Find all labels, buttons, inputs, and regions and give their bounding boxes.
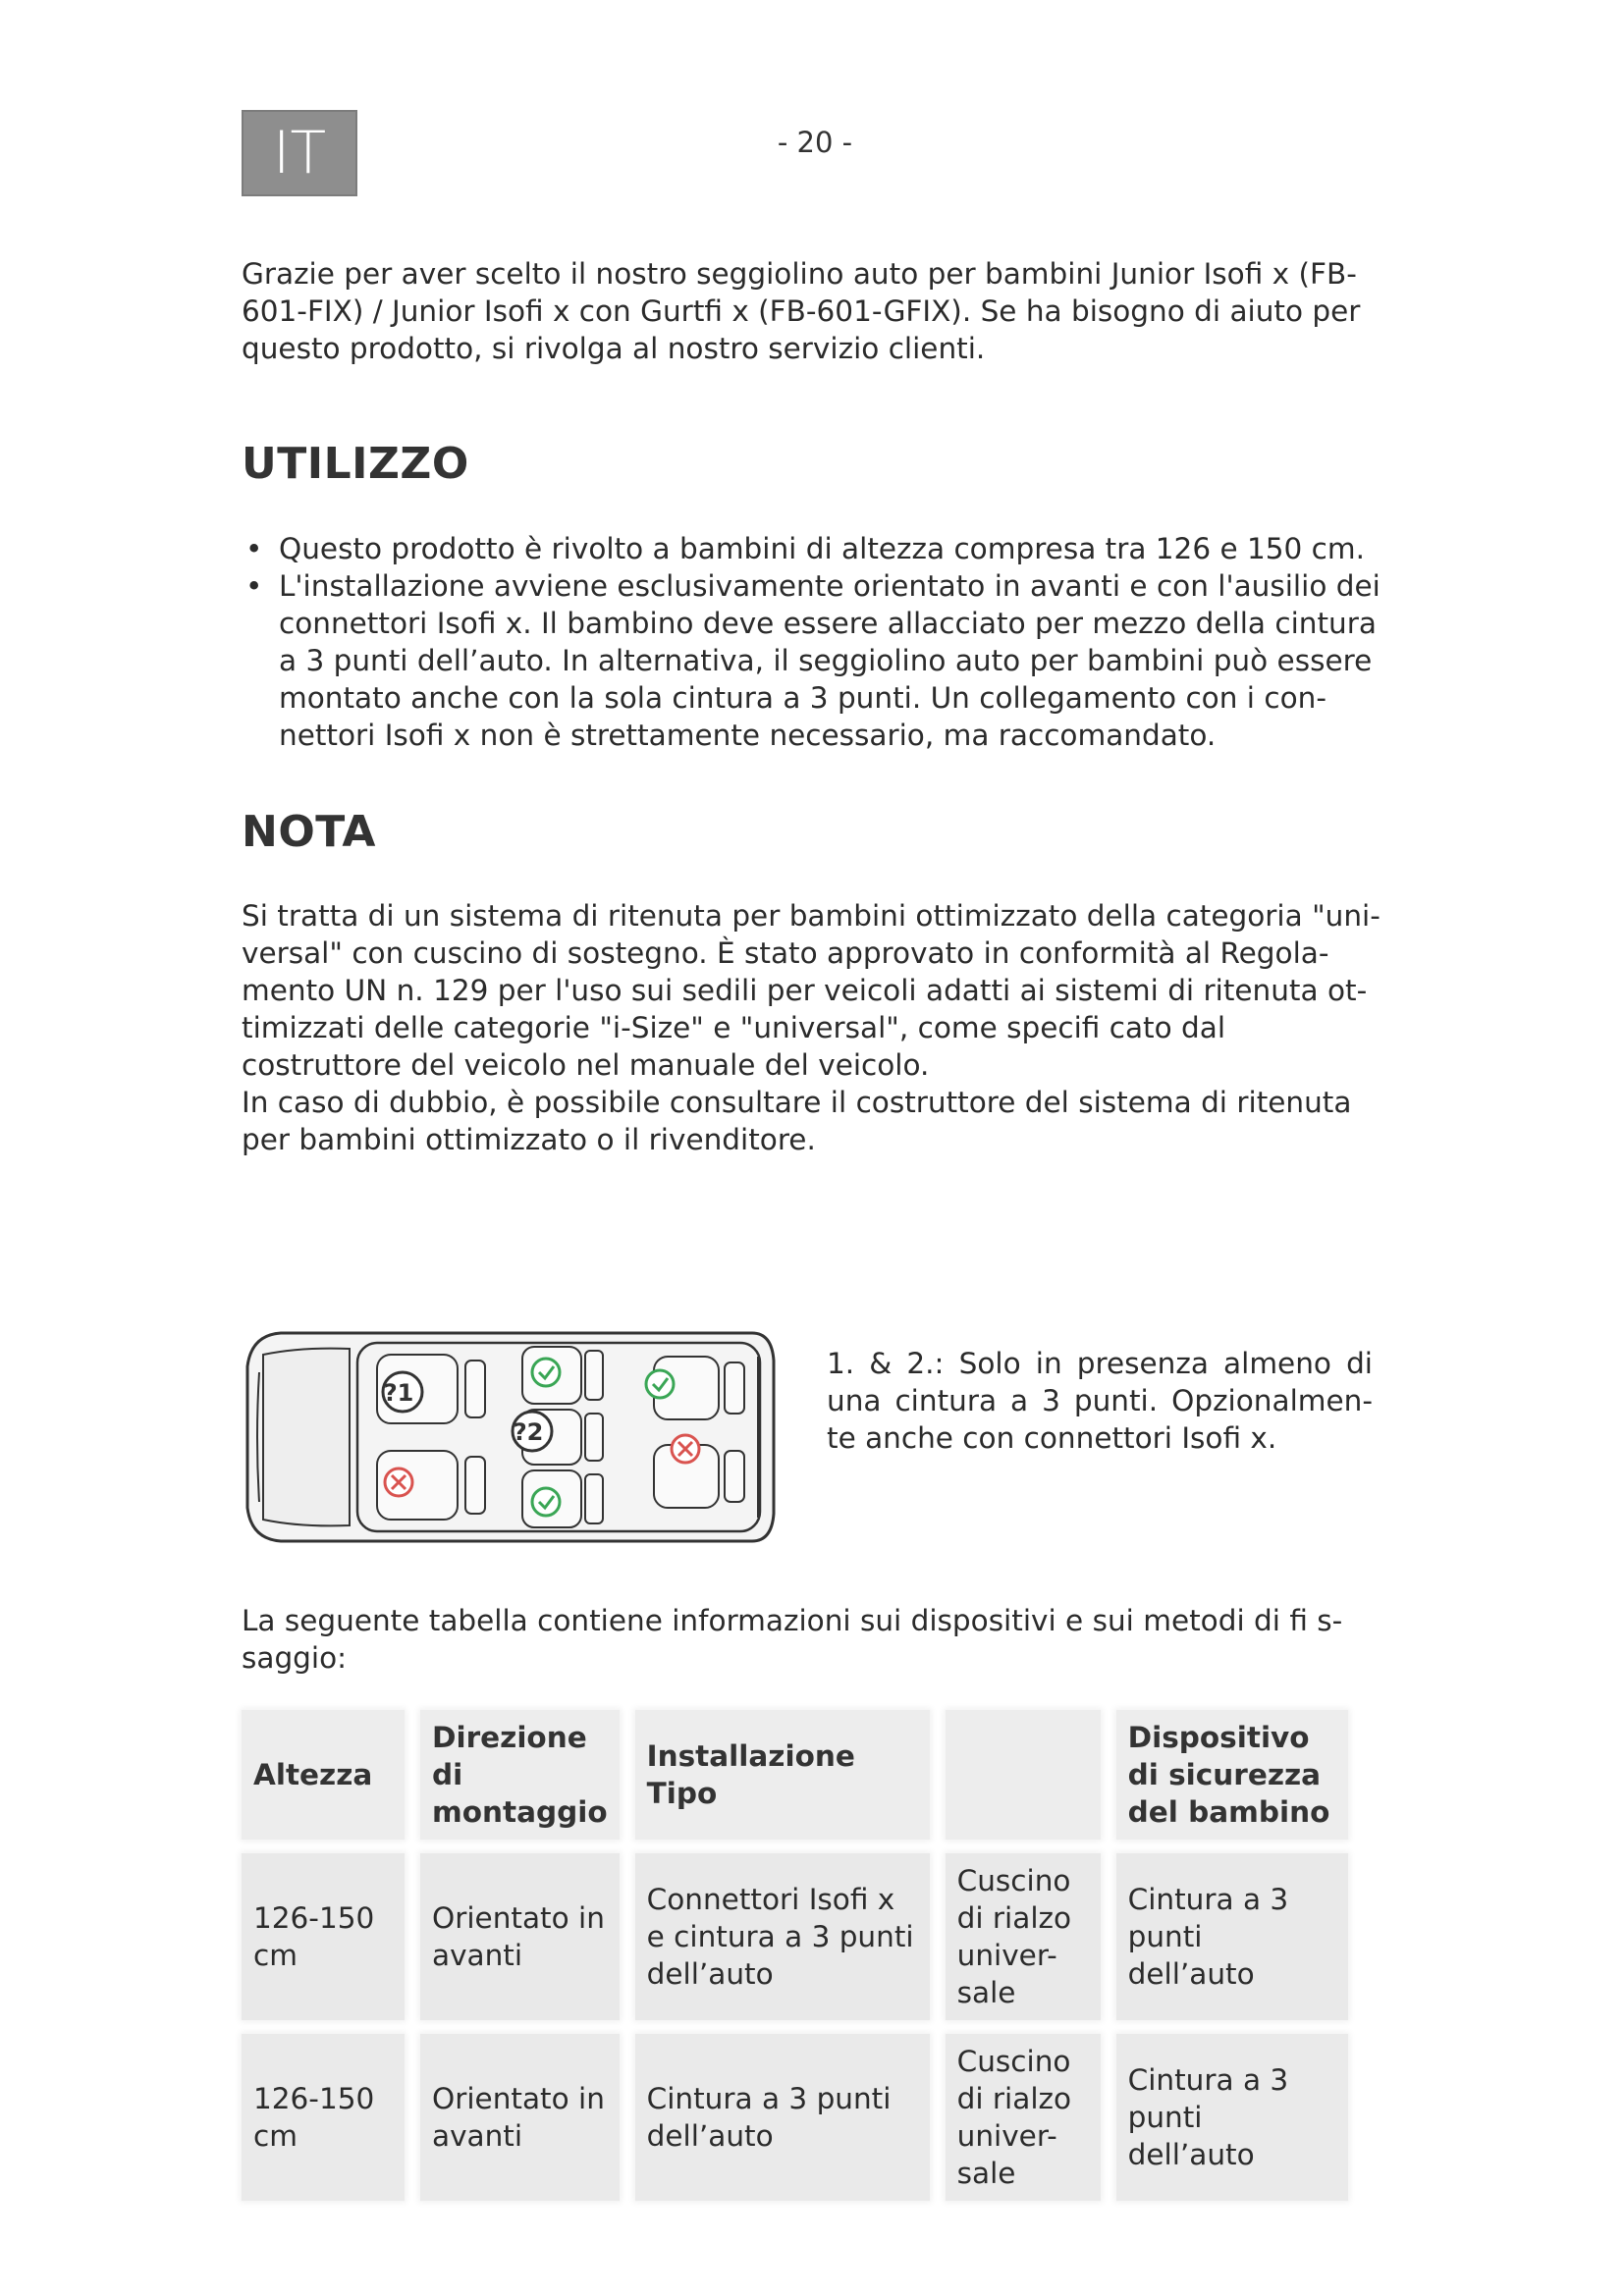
car-seating-diagram: [242, 1321, 782, 1553]
header-child-safety-device: Dispositivo di sicurezza del bambino: [1116, 1710, 1348, 1840]
header-direction: Direzione di montaggio: [420, 1710, 620, 1840]
header-empty: [946, 1710, 1101, 1840]
cell-height: 126-150 cm: [242, 2034, 405, 2201]
question-mark-2: ?2: [513, 1418, 544, 1446]
table-row: [242, 1853, 1348, 2020]
cell-direction: Orientato in avanti: [420, 1853, 620, 2020]
cell-direction: Orientato in avanti: [420, 2034, 620, 2201]
note-paragraph-1: Si tratta di un sistema di ritenuta per bambini ottimizzato della categoria "uni-versal" con cuscino di sostegno. È stato approvato in conformità al Regola-mento UN n. 129 per l'uso sui sedili per veicoli adatti ai sistemi di ritenuta ot-timizzati delle categorie "i-Size" e "universal", come specifi cato dal costruttore del veicolo nel manuale del veicolo.: [242, 899, 1380, 1082]
usage-list: [242, 530, 1390, 754]
cell-safety-device: Cintura a 3 punti dell’auto: [1116, 1853, 1348, 2020]
intro-paragraph: Grazie per aver scelto il nostro seggiolino auto per bambini Junior Isofi x (FB-601-FIX) / Junior Isofi x con Gurtfi x (FB-601-GFIX). Se ha bisogno di aiuto per questo prodotto, si rivolga al nostro servizio clienti.: [242, 257, 1361, 365]
cell-height: 126-150 cm: [242, 1853, 405, 2020]
check-icon: [532, 1488, 560, 1516]
table-intro: La seguente tabella contiene informazioni sui dispositivi e sui metodi di fi s-saggio:: [242, 1604, 1343, 1675]
list-item: • L'installazione avviene esclusivamente orientato in avanti e con l'ausilio dei connettori Isofi x. Il bambino deve essere allacciato per mezzo della cintura a 3 punti dell’auto. In alternativa, il seggiolino auto per bambini può essere montato anche con la sola cintura a 3 punti. Un collegamento con i con-nettori Isofi x non è strettamente necessario, ma raccomandato.: [242, 567, 1390, 754]
cross-icon: [385, 1468, 412, 1496]
check-icon: [646, 1370, 674, 1398]
cell-category: Cuscino di rialzo univer-sale: [946, 2034, 1101, 2201]
table-header-row: [242, 1710, 1348, 1840]
cell-installation-type: Cintura a 3 punti dell’auto: [635, 2034, 930, 2201]
cell-category: Cuscino di rialzo univer-sale: [946, 1853, 1101, 2020]
cell-safety-device: Cintura a 3 punti dell’auto: [1116, 2034, 1348, 2201]
list-item: • Questo prodotto è rivolto a bambini di altezza compresa tra 126 e 150 cm.: [242, 530, 1390, 567]
question-mark-2-icon: [513, 1412, 552, 1451]
page-number: - 20 -: [777, 126, 853, 159]
language-badge: IT: [242, 110, 357, 196]
figure-caption: 1. & 2.: Solo in presenza almeno di una cintura a 3 punti. Opzionalmen-te anche con connettori Isofi x.: [827, 1347, 1373, 1455]
cross-icon: [672, 1435, 699, 1463]
usage-heading: UTILIZZO: [242, 439, 469, 489]
note-paragraph-2: In caso di dubbio, è possibile consultare il costruttore del sistema di ritenuta per bambini ottimizzato o il rivenditore.: [242, 1086, 1352, 1156]
installation-table: [226, 1696, 1364, 2215]
check-icon: [532, 1359, 560, 1386]
question-mark-1: ?1: [383, 1379, 414, 1407]
cell-installation-type: Connettori Isofi x e cintura a 3 punti dell’auto: [635, 1853, 930, 2020]
question-mark-1-icon: [383, 1372, 422, 1412]
note-heading: NOTA: [242, 807, 376, 857]
header-height: Altezza: [242, 1710, 405, 1840]
table-row: [242, 2034, 1348, 2201]
header-installation-type: Installazione Tipo: [635, 1710, 930, 1840]
